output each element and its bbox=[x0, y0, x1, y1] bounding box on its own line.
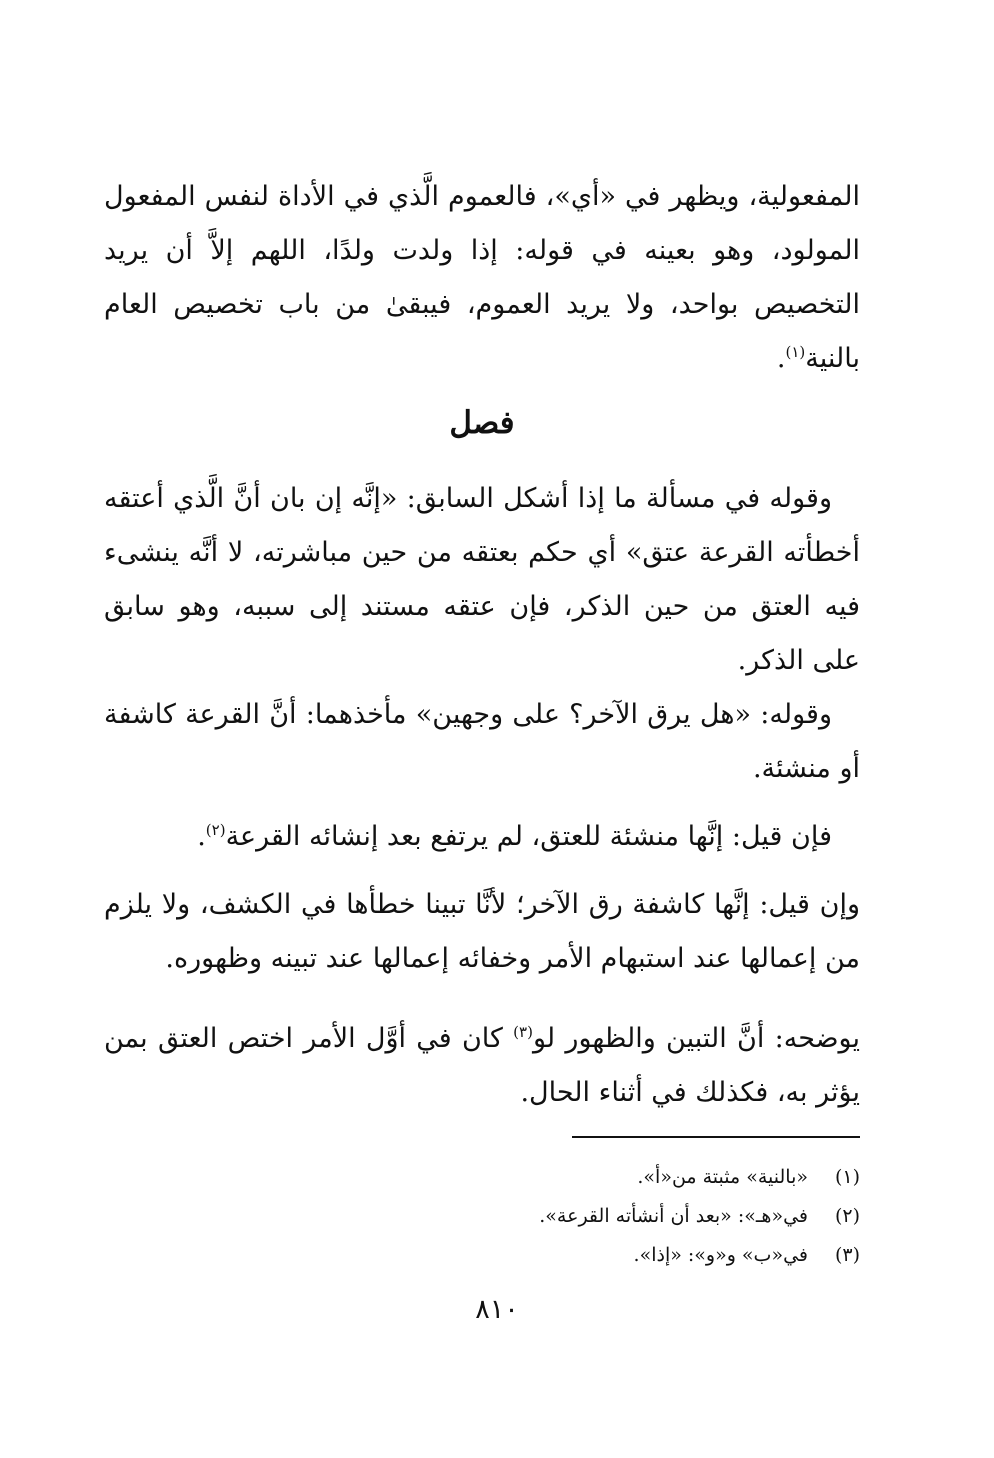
footnote-ref-2: (٢) bbox=[205, 821, 226, 839]
paragraph-intro bbox=[104, 170, 860, 386]
footnote-text: في«ب» و«و»: «إذا». bbox=[633, 1244, 808, 1266]
footnote-text: في«هـ»: «بعد أن أنشأته القرعة». bbox=[539, 1205, 808, 1227]
footnote-divider bbox=[572, 1136, 860, 1138]
paragraph-intro-end: . bbox=[776, 343, 786, 374]
footnote-text: «بالنية» مثبتة من«أ». bbox=[637, 1166, 808, 1188]
paragraph-a: وقوله في مسألة ما إذا أشكل السابق: «إنَّه إن بان أنَّ الَّذي أعتقه أخطأته القرعة عتق» أي حكم بعتقه من حين مباشرته، لا أنَّه ينشىء فيه العتق من حين الذكر، فإن عتقه مستند إلى سببه، وهو سابق على الذكر. bbox=[104, 483, 860, 676]
paragraph-c bbox=[104, 810, 860, 864]
footnote-ref-1: (١) bbox=[785, 343, 806, 361]
footnote-number: (٣) bbox=[834, 1244, 860, 1266]
page-number: ٨١٠ bbox=[475, 1294, 519, 1325]
footnote-2 bbox=[104, 1197, 860, 1236]
paragraph-e bbox=[104, 1012, 860, 1120]
paragraph-b: وقوله: «هل يرق الآخر؟ على وجهين» مأخذهما: أنَّ القرعة كاشفة أو منشئة. bbox=[104, 699, 860, 784]
paragraph-c-text: فإن قيل: إنَّها منشئة للعتق، لم يرتفع بعد إنشائه القرعة bbox=[225, 821, 832, 852]
footnote-3 bbox=[104, 1236, 860, 1275]
footnote-number: (٢) bbox=[834, 1205, 860, 1227]
paragraph-d: وإن قيل: إنَّها كاشفة رق الآخر؛ لأنَّا تبينا خطأها في الكشف، ولا يلزم من إعمالها عند استبهام الأمر وخفائه إعمالها عند تبينه وظهوره. bbox=[104, 889, 860, 974]
paragraph-e-before: يوضحه: أنَّ التبين والظهور لو bbox=[532, 1023, 861, 1054]
paragraph-intro-text: المفعولية، ويظهر في «أي»، فالعموم الَّذي في الأداة لنفس المفعول المولود، وهو بعينه في قوله: إذا ولدت ولدًا، اللهم إلاَّ أن يريد التخصيص بواحد، ولا يريد العموم، فيبقىٰ من باب تخصيص العام بالنية bbox=[104, 181, 860, 374]
footnote-ref-3: (٣) bbox=[513, 1023, 533, 1041]
paragraph-c-end: . bbox=[197, 821, 206, 852]
footnote-1 bbox=[104, 1158, 860, 1197]
section-heading: فصل bbox=[449, 405, 515, 441]
footnote-number: (١) bbox=[834, 1166, 860, 1188]
paragraph-e-after: كان في أوَّل الأمر اختص العتق بمن يؤثر به، فكذلك في أثناء الحال. bbox=[104, 1023, 860, 1108]
footnotes bbox=[104, 1158, 860, 1275]
